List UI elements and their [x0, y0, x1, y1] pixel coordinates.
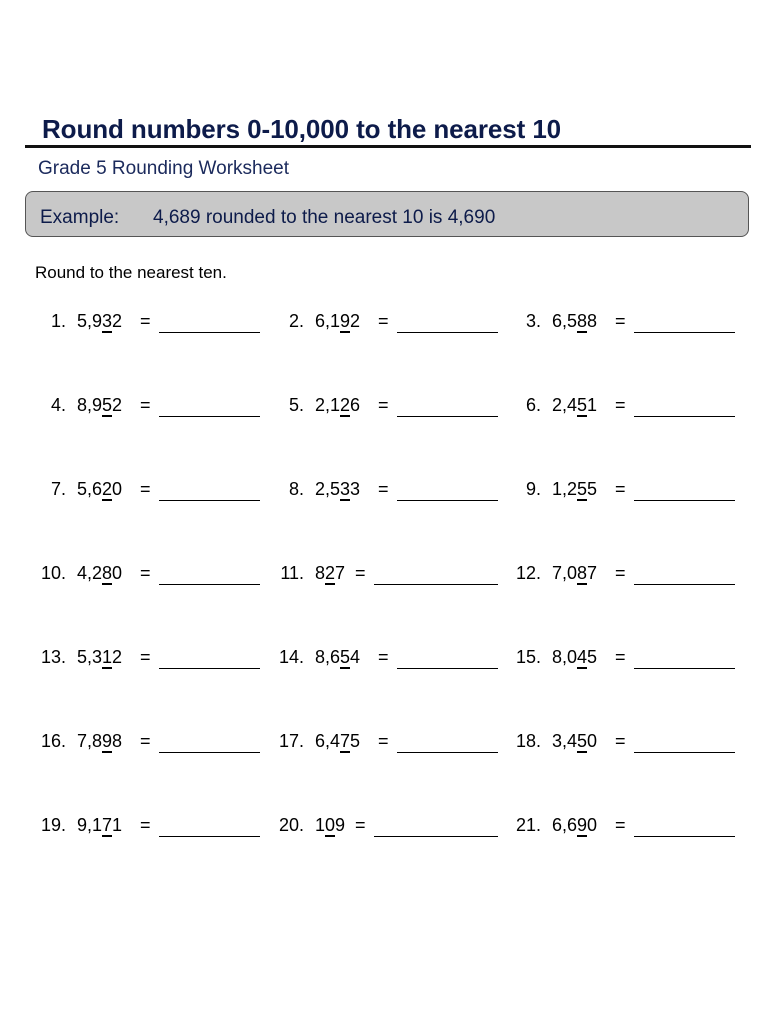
value-leading-digits: 5,3 — [77, 647, 103, 667]
problem-value — [552, 395, 597, 416]
answer-blank[interactable] — [159, 416, 260, 417]
underlined-tens-digit: 2 — [102, 479, 113, 499]
problem-item — [268, 731, 500, 757]
value-ones-digit: 1 — [112, 815, 123, 835]
value-ones-digit: 2 — [112, 395, 123, 415]
problem-number: 14. — [278, 647, 304, 667]
problem-item — [268, 563, 500, 589]
problem-item — [30, 815, 262, 841]
problem-number: 1. — [50, 311, 66, 331]
value-ones-digit: 8 — [587, 311, 598, 331]
equals-sign: = — [615, 731, 626, 751]
problem-value — [552, 563, 597, 584]
problem-number: 19. — [40, 815, 66, 835]
problem-value — [77, 395, 122, 416]
equals-sign: = — [355, 563, 366, 583]
value-leading-digits: 5,6 — [77, 479, 103, 499]
value-leading-digits: 6,4 — [315, 731, 341, 751]
underlined-tens-digit: 5 — [102, 395, 113, 415]
underlined-tens-digit: 2 — [340, 395, 351, 415]
value-ones-digit: 2 — [350, 311, 361, 331]
underlined-tens-digit: 9 — [577, 815, 588, 835]
equals-sign: = — [140, 647, 151, 667]
underlined-tens-digit: 5 — [577, 395, 588, 415]
answer-blank[interactable] — [159, 332, 260, 333]
problem-number: 16. — [40, 731, 66, 751]
value-leading-digits: 6,6 — [552, 815, 578, 835]
example-label: Example: — [40, 207, 120, 228]
value-ones-digit: 9 — [335, 815, 346, 835]
answer-blank[interactable] — [397, 332, 498, 333]
problem-value — [315, 647, 360, 668]
answer-blank[interactable] — [159, 836, 260, 837]
equals-sign: = — [615, 563, 626, 583]
problem-value — [77, 479, 122, 500]
answer-blank[interactable] — [397, 416, 498, 417]
problem-value — [552, 311, 597, 332]
equals-sign: = — [378, 395, 389, 415]
problem-value — [552, 647, 597, 668]
title-rule — [25, 145, 751, 148]
worksheet-subtitle: Grade 5 Rounding Worksheet — [38, 158, 290, 179]
underlined-tens-digit: 8 — [102, 563, 113, 583]
problem-number: 20. — [278, 815, 304, 835]
instructions: Round to the nearest ten. — [35, 263, 227, 282]
example-text: 4,689 rounded to the nearest 10 is 4,690 — [153, 207, 496, 228]
problem-item — [30, 311, 262, 337]
answer-blank[interactable] — [397, 752, 498, 753]
problem-item — [30, 647, 262, 673]
answer-blank[interactable] — [159, 500, 260, 501]
problem-number: 4. — [50, 395, 66, 415]
equals-sign: = — [615, 815, 626, 835]
value-ones-digit: 8 — [112, 731, 123, 751]
underlined-tens-digit: 9 — [102, 731, 113, 751]
problem-value — [77, 563, 122, 584]
underlined-tens-digit: 3 — [102, 311, 113, 331]
value-ones-digit: 1 — [587, 395, 598, 415]
value-ones-digit: 2 — [112, 647, 123, 667]
equals-sign: = — [378, 311, 389, 331]
answer-blank[interactable] — [374, 836, 498, 837]
problem-value — [315, 731, 360, 752]
worksheet-title: Round numbers 0-10,000 to the nearest 10 — [42, 114, 562, 144]
value-leading-digits: 6,5 — [552, 311, 578, 331]
problem-number: 15. — [515, 647, 541, 667]
problem-number: 8. — [288, 479, 304, 499]
value-ones-digit: 0 — [112, 563, 123, 583]
value-ones-digit: 3 — [350, 479, 361, 499]
value-leading-digits: 1,2 — [552, 479, 578, 499]
problem-value — [315, 479, 360, 500]
equals-sign: = — [615, 311, 626, 331]
problem-value — [77, 311, 122, 332]
problem-item — [505, 815, 737, 841]
answer-blank[interactable] — [634, 752, 735, 753]
underlined-tens-digit: 1 — [102, 647, 113, 667]
equals-sign: = — [140, 311, 151, 331]
equals-sign: = — [140, 395, 151, 415]
value-leading-digits: 2,5 — [315, 479, 341, 499]
problem-value — [315, 395, 360, 416]
equals-sign: = — [140, 479, 151, 499]
underlined-tens-digit: 4 — [577, 647, 588, 667]
value-leading-digits: 2,1 — [315, 395, 341, 415]
value-ones-digit: 5 — [350, 731, 361, 751]
value-ones-digit: 4 — [350, 647, 361, 667]
problem-value — [315, 311, 360, 332]
value-ones-digit: 5 — [587, 479, 598, 499]
answer-blank[interactable] — [634, 584, 735, 585]
underlined-tens-digit: 0 — [325, 815, 336, 835]
underlined-tens-digit: 7 — [340, 731, 351, 751]
value-leading-digits: 7,8 — [77, 731, 103, 751]
value-leading-digits: 8,0 — [552, 647, 578, 667]
answer-blank[interactable] — [397, 500, 498, 501]
problem-number: 10. — [40, 563, 66, 583]
underlined-tens-digit: 5 — [577, 731, 588, 751]
problem-number: 3. — [525, 311, 541, 331]
problem-value — [552, 479, 597, 500]
value-leading-digits: 7,0 — [552, 563, 578, 583]
problem-item — [505, 647, 737, 673]
underlined-tens-digit: 5 — [577, 479, 588, 499]
underlined-tens-digit: 8 — [577, 563, 588, 583]
problem-number: 7. — [50, 479, 66, 499]
problem-item — [30, 479, 262, 505]
value-ones-digit: 5 — [587, 647, 598, 667]
problem-item — [268, 479, 500, 505]
answer-blank[interactable] — [634, 500, 735, 501]
value-ones-digit: 2 — [112, 311, 123, 331]
value-leading-digits: 8,9 — [77, 395, 103, 415]
value-ones-digit: 7 — [335, 563, 346, 583]
problem-item — [505, 479, 737, 505]
value-ones-digit: 7 — [587, 563, 598, 583]
problem-number: 2. — [288, 311, 304, 331]
problem-number: 21. — [515, 815, 541, 835]
problem-item — [505, 311, 737, 337]
problem-item — [30, 563, 262, 589]
equals-sign: = — [378, 479, 389, 499]
answer-blank[interactable] — [159, 584, 260, 585]
equals-sign: = — [378, 731, 389, 751]
problem-value — [552, 731, 597, 752]
value-leading-digits: 1 — [315, 815, 326, 835]
equals-sign: = — [140, 815, 151, 835]
value-ones-digit: 0 — [587, 731, 598, 751]
value-leading-digits: 3,4 — [552, 731, 578, 751]
answer-blank[interactable] — [634, 416, 735, 417]
problem-number: 6. — [525, 395, 541, 415]
problem-item — [505, 731, 737, 757]
value-leading-digits: 6,1 — [315, 311, 341, 331]
underlined-tens-digit: 8 — [577, 311, 588, 331]
example-box — [25, 191, 749, 237]
problem-value — [552, 815, 597, 836]
answer-blank[interactable] — [634, 332, 735, 333]
problem-item — [268, 395, 500, 421]
value-leading-digits: 2,4 — [552, 395, 578, 415]
equals-sign: = — [615, 647, 626, 667]
value-leading-digits: 8 — [315, 563, 326, 583]
answer-blank[interactable] — [159, 668, 260, 669]
problem-item — [505, 563, 737, 589]
value-leading-digits: 9,1 — [77, 815, 103, 835]
problem-number: 11. — [280, 563, 304, 583]
problem-item — [268, 647, 500, 673]
problem-value — [77, 815, 122, 836]
problem-value — [315, 815, 345, 836]
value-ones-digit: 0 — [587, 815, 598, 835]
equals-sign: = — [615, 479, 626, 499]
underlined-tens-digit: 5 — [340, 647, 351, 667]
problem-number: 12. — [515, 563, 541, 583]
answer-blank[interactable] — [634, 836, 735, 837]
equals-sign: = — [378, 647, 389, 667]
problem-number: 9. — [525, 479, 541, 499]
equals-sign: = — [615, 395, 626, 415]
equals-sign: = — [140, 731, 151, 751]
problem-value — [77, 731, 122, 752]
underlined-tens-digit: 3 — [340, 479, 351, 499]
underlined-tens-digit: 7 — [102, 815, 113, 835]
problem-number: 5. — [288, 395, 304, 415]
problem-number: 17. — [278, 731, 304, 751]
answer-blank[interactable] — [634, 668, 735, 669]
answer-blank[interactable] — [374, 584, 498, 585]
value-ones-digit: 6 — [350, 395, 361, 415]
value-ones-digit: 0 — [112, 479, 123, 499]
equals-sign: = — [355, 815, 366, 835]
value-leading-digits: 4,2 — [77, 563, 103, 583]
answer-blank[interactable] — [397, 668, 498, 669]
value-leading-digits: 5,9 — [77, 311, 103, 331]
problem-value — [77, 647, 122, 668]
equals-sign: = — [140, 563, 151, 583]
problem-item — [30, 731, 262, 757]
problem-item — [268, 311, 500, 337]
answer-blank[interactable] — [159, 752, 260, 753]
underlined-tens-digit: 9 — [340, 311, 351, 331]
problem-value — [315, 563, 345, 584]
problem-item — [505, 395, 737, 421]
value-leading-digits: 8,6 — [315, 647, 341, 667]
problem-item — [30, 395, 262, 421]
problem-number: 18. — [515, 731, 541, 751]
problem-number: 13. — [40, 647, 66, 667]
problem-item — [268, 815, 500, 841]
underlined-tens-digit: 2 — [325, 563, 336, 583]
